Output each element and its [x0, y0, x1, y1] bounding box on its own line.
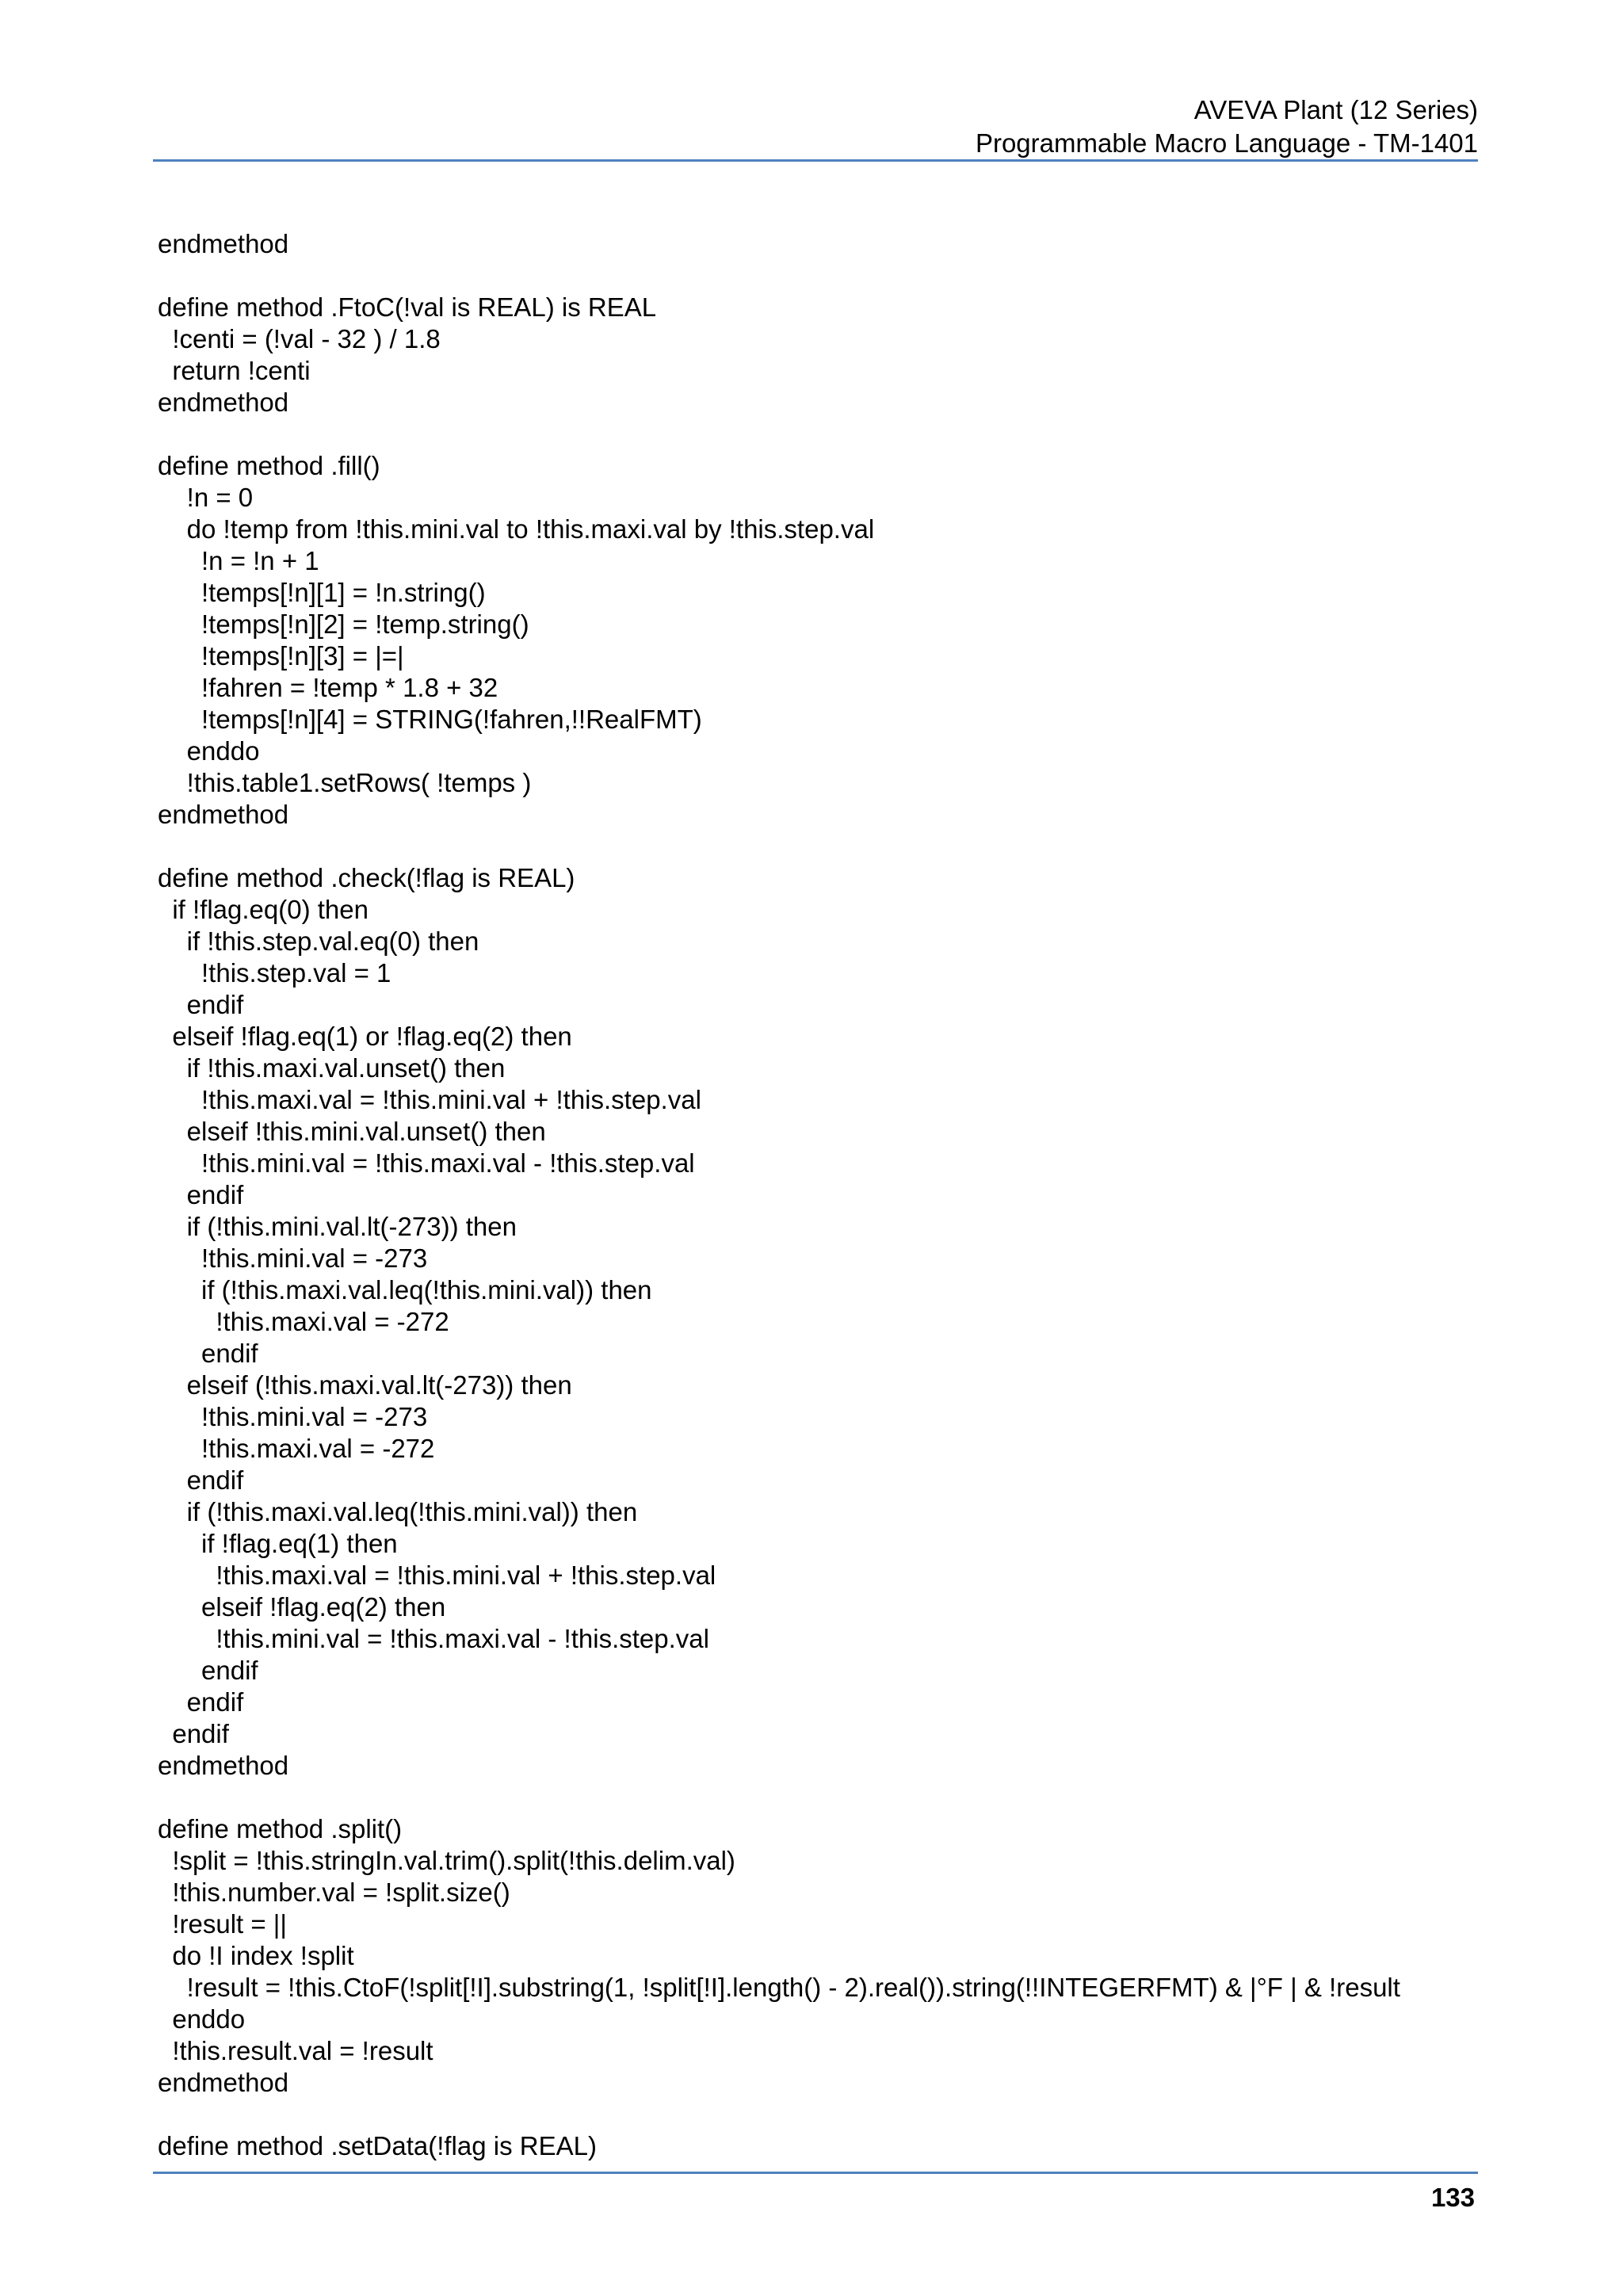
code-line: !temps[!n][1] = !n.string(): [158, 578, 486, 607]
code-line: !this.number.val = !split.size(): [158, 1878, 510, 1907]
code-line: define method .check(!flag is REAL): [158, 863, 575, 892]
code-line: !temps[!n][3] = |=|: [158, 641, 404, 670]
code-line: if !this.step.val.eq(0) then: [158, 926, 479, 956]
code-line: endmethod: [158, 800, 289, 829]
code-line: [158, 260, 1489, 292]
page-header: [976, 94, 1478, 160]
code-line: define method .split(): [158, 1814, 403, 1843]
code-line: [158, 1782, 1489, 1813]
code-line: elseif !this.mini.val.unset() then: [158, 1117, 546, 1146]
code-line: !this.result.val = !result: [158, 2036, 433, 2065]
code-line: elseif !flag.eq(1) or !flag.eq(2) then: [158, 1022, 572, 1051]
header-product-title: AVEVA Plant (12 Series): [1193, 95, 1478, 124]
code-line: [158, 831, 1489, 862]
code-line: !temps[!n][4] = STRING(!fahren,!!RealFMT): [158, 705, 702, 734]
code-line: endif: [158, 1465, 244, 1495]
code-line: elseif !flag.eq(2) then: [158, 1592, 446, 1622]
code-line: if !flag.eq(1) then: [158, 1529, 398, 1558]
code-line: if !flag.eq(0) then: [158, 895, 369, 924]
code-line: endif: [158, 1339, 258, 1368]
code-line: !temps[!n][2] = !temp.string(): [158, 609, 529, 639]
code-line: !result = ||: [158, 1909, 287, 1939]
footer-divider: [153, 2172, 1478, 2174]
code-line: !this.maxi.val = !this.mini.val + !this.step.val: [158, 1085, 701, 1114]
code-line: !result = !this.CtoF(!split[!I].substring(1, !split[!I].length() - 2).real()).string(!!INTEGERFMT) & |°F | & !result: [158, 1973, 1400, 2002]
page-number: 133: [1430, 2183, 1475, 2212]
code-line: !this.mini.val = -273: [158, 1402, 428, 1431]
code-line: do !temp from !this.mini.val to !this.maxi.val by !this.step.val: [158, 514, 875, 544]
code-line: endmethod: [158, 2068, 289, 2097]
code-line: endmethod: [158, 388, 289, 417]
code-line: !this.step.val = 1: [158, 958, 391, 988]
code-line: endif: [158, 990, 244, 1019]
code-line: !this.table1.setRows( !temps ): [158, 768, 532, 797]
code-line: endif: [158, 1656, 258, 1685]
code-line: return !centi: [158, 356, 311, 385]
code-line: !this.mini.val = -273: [158, 1244, 428, 1273]
code-line: if !this.maxi.val.unset() then: [158, 1053, 506, 1083]
code-line: endmethod: [158, 229, 289, 258]
code-line: !this.maxi.val = !this.mini.val + !this.step.val: [158, 1561, 716, 1590]
code-line: elseif (!this.maxi.val.lt(-273)) then: [158, 1370, 572, 1400]
code-listing: [158, 228, 1489, 2162]
code-line: if (!this.mini.val.lt(-273)) then: [158, 1212, 517, 1241]
header-course-title: Programmable Macro Language - TM-1401: [975, 128, 1478, 158]
code-line: enddo: [158, 2004, 246, 2034]
code-line: enddo: [158, 736, 260, 766]
code-line: !this.maxi.val = -272: [158, 1434, 435, 1463]
code-line: !this.maxi.val = -272: [158, 1307, 449, 1336]
code-line: if (!this.maxi.val.leq(!this.mini.val)) then: [158, 1497, 638, 1526]
code-line: define method .fill(): [158, 451, 380, 480]
code-line: if (!this.maxi.val.leq(!this.mini.val)) then: [158, 1275, 652, 1305]
code-line: endif: [158, 1180, 244, 1209]
code-line: endmethod: [158, 1751, 289, 1780]
code-line: do !I index !split: [158, 1941, 354, 1970]
code-line: endif: [158, 1719, 229, 1748]
header-divider: [153, 159, 1478, 162]
code-line: define method .setData(!flag is REAL): [158, 2131, 597, 2160]
code-line: endif: [158, 1687, 244, 1717]
code-line: [158, 418, 1489, 450]
code-line: !centi = (!val - 32 ) / 1.8: [158, 324, 441, 353]
code-line: !split = !this.stringIn.val.trim().split(!this.delim.val): [158, 1846, 735, 1875]
code-line: !n = 0: [158, 483, 254, 512]
code-line: define method .FtoC(!val is REAL) is REAL: [158, 292, 657, 322]
code-line: [158, 2099, 1489, 2130]
code-line: !this.mini.val = !this.maxi.val - !this.step.val: [158, 1148, 695, 1178]
code-line: !this.mini.val = !this.maxi.val - !this.step.val: [158, 1624, 709, 1653]
code-line: !n = !n + 1: [158, 546, 319, 575]
code-line: !fahren = !temp * 1.8 + 32: [158, 673, 498, 702]
